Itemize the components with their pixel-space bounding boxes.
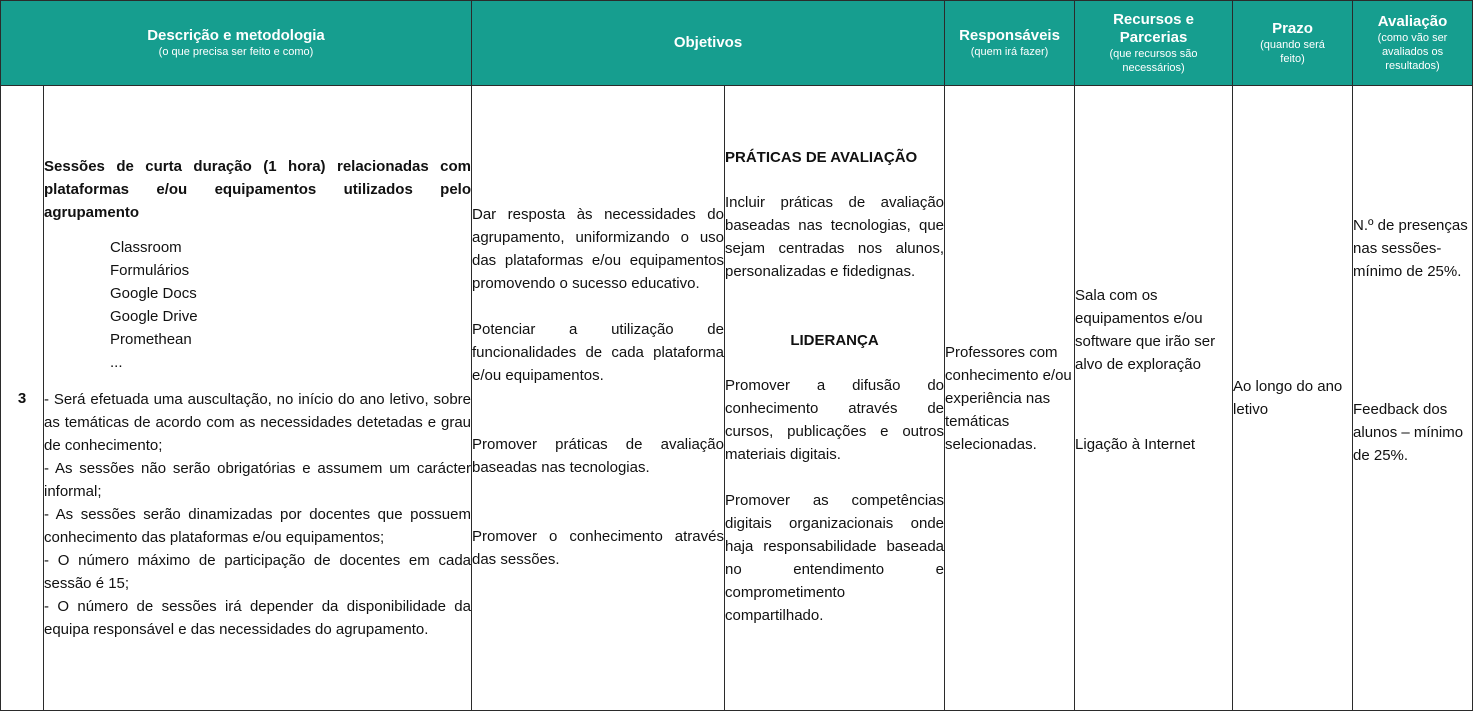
objetivo-item: Promover o conhecimento através das sessões. [472,527,724,568]
objetivo-item: Potenciar a utilização de funcionalidades de cada plataforma e/ou equipamentos. [472,320,724,384]
descricao-point: - As sessões não serão obrigatórias e assumem um carácter informal; [44,460,471,500]
prazo-cell: Ao longo do ano letivo [1233,86,1353,711]
header-responsaveis-sub: (quem irá fazer) [970,46,1049,58]
table-row [1,86,1473,711]
header-avaliacao-title: Avaliação [1377,13,1448,30]
header-objetivos-title: Objetivos [673,34,743,51]
descricao-point: - O número máximo de participação de docentes em cada sessão é 15; [44,552,471,592]
objetivos-cell-2 [725,86,945,711]
header-avaliacao [1353,1,1473,86]
objetivo-item: Promover práticas de avaliação baseadas nas tecnologias. [472,435,724,476]
header-descricao [1,1,472,86]
header-recursos-title: Recursos e Parcerias [1113,11,1194,46]
praticas-text: Incluir práticas de avaliação baseadas nas tecnologias, que sejam centradas nos alunos, personalizadas e fidedignas. [725,194,945,280]
tool-item: Classroom [110,239,182,256]
tool-item: Formulários [110,262,190,279]
header-descricao-title: Descrição e metodologia [147,27,325,44]
descricao-lead: Sessões de curta duração (1 hora) relacionadas com plataformas e/ou equipamentos utilizados pelo agrupamento [44,158,471,221]
tool-item: ... [110,354,123,371]
tool-item: Promethean [110,331,192,348]
header-descricao-sub: (o que precisa ser feito e como) [158,46,314,58]
avaliacao-item: N.º de presenças nas sessões- mínimo de 25%. [1353,217,1468,280]
header-avaliacao-sub: (como vão ser avaliados os resultados) [1377,32,1448,72]
recurso-item: Ligação à Internet [1075,435,1196,453]
header-responsaveis-title: Responsáveis [959,27,1060,44]
header-recursos [1075,1,1233,86]
header-prazo-title: Prazo [1272,20,1313,37]
lideranca-heading: LIDERANÇA [790,332,879,349]
header-prazo [1233,1,1353,86]
lideranca-text: Promover as competências digitais organizacionais onde haja responsabilidade baseada no entendimento e comprometimento compartilhado. [725,492,945,624]
recursos-cell [1075,86,1233,711]
header-responsaveis [945,1,1075,86]
avaliacao-item: Feedback dos alunos – mínimo de 25%. [1353,401,1464,464]
row-number: 3 [1,86,44,711]
avaliacao-cell [1353,86,1473,711]
descricao-cell [44,86,472,711]
header-row [1,1,1473,86]
header-objetivos [472,1,945,86]
objetivo-item: Dar resposta às necessidades do agrupamento, uniformizando o uso das plataformas e/ou equipamentos promovendo o sucesso educativo. [472,205,724,292]
descricao-point: - As sessões serão dinamizadas por docentes que possuem conhecimento das plataformas e/ou equipamentos; [44,506,471,546]
responsaveis-cell: Professores com conhecimento e/ou experiência nas temáticas selecionadas. [945,86,1075,711]
objetivos-cell-1 [472,86,725,711]
recurso-item: Sala com os equipamentos e/ou software que irão ser alvo de exploração [1075,286,1216,373]
header-prazo-sub: (quando será feito) [1260,39,1325,65]
descricao-point: - Será efetuada uma auscultação, no início do ano letivo, sobre as temáticas de acordo com as necessidades detetadas e grau de conhecimento; [44,391,471,454]
tools-list [110,236,471,374]
tool-item: Google Docs [110,285,197,302]
header-recursos-sub: (que recursos são necessários) [1109,48,1198,74]
praticas-heading: PRÁTICAS DE AVALIAÇÃO [725,149,918,166]
descricao-point: - O número de sessões irá depender da disponibilidade da equipa responsável e das necessidades do agrupamento. [44,598,471,638]
lideranca-text: Promover a difusão do conhecimento através de cursos, publicações e outros materiais digitais. [725,377,945,463]
tool-item: Google Drive [110,308,198,325]
